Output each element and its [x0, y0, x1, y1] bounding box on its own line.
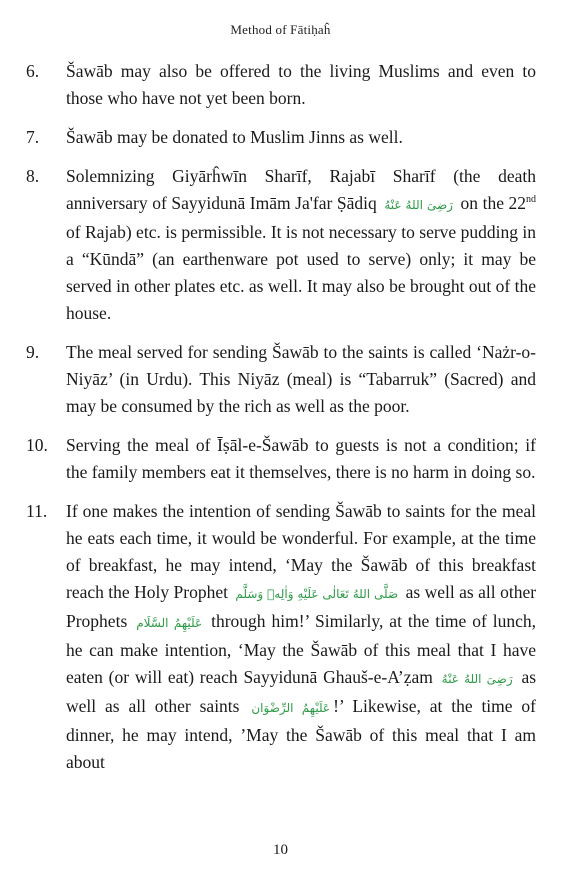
page-number: 10: [273, 842, 288, 858]
running-head: Method of Fātiḥaĥ: [230, 22, 331, 37]
item-text-part: through him!’ Similarly, at the time of lunch, he can make intention, ‘May the Šawāb of this meal that I have eaten (or will eat) reach Sayyidunā Ghauš-e-A’ẓam: [66, 611, 537, 687]
item-text: [66, 163, 536, 327]
item-text: [66, 498, 536, 776]
list-item: [26, 432, 536, 486]
list-item: [26, 58, 536, 112]
item-text: The meal served for sending Šawāb to the saints is called ‘Nażr-o-Niyāz’ (in Urdu). This Niyāz (meal) is “Tabarruk” (Sacred) and may be consumed by the rich as well as the poor.: [66, 342, 536, 416]
item-number: 11.: [26, 501, 48, 521]
list-item: [26, 339, 536, 420]
list-item: [26, 163, 536, 327]
item-text-part: as well as all other Prophets: [66, 582, 537, 631]
arabic-honorific: صَلَّى اللهُ تَعَالٰی عَلَيْهِ وَاٰلِهٖ وَسَلَّم: [235, 587, 399, 601]
item-number: 9.: [26, 342, 40, 362]
item-text-part: !’ Likewise, at the time of dinner, he may intend, ’May the Šawāb of this meal that I am about: [66, 696, 536, 772]
item-text: Serving the meal of Īṣāl-e-Šawāb to guests is not a condition; if the family members eat it themselves, there is no harm in doing so.: [66, 435, 536, 482]
item-text: Šawāb may also be offered to the living Muslims and even to those who have not yet been born.: [66, 61, 536, 108]
ordinal-suffix: nd: [526, 194, 537, 206]
item-text-part: on the 22: [460, 193, 527, 213]
item-text-part: If one makes the intention of sending Šawāb to saints for the meal he eats each time, it would be wonderful. For example, at the time of breakfast, he may intend, ‘May the Šawāb of this breakfast reach the Holy Prophet: [66, 501, 536, 602]
item-number: 10.: [26, 435, 48, 455]
item-text-part: of Rajab) etc. is permissible. It is not necessary to serve pudding in a “Kūndā” (an earthenware pot used to serve) only; it may be served in other plates etc. as well. It may also be brought out of the house.: [66, 222, 536, 323]
item-number: 7.: [26, 127, 40, 147]
list-item: [26, 124, 536, 151]
item-text: Šawāb may be donated to Muslim Jinns as well.: [66, 127, 403, 147]
arabic-honorific: عَلَيْهِمُ الرِّضْوَان: [251, 701, 331, 715]
item-text-part: as well as all other saints: [66, 667, 537, 716]
item-number: 6.: [26, 61, 40, 81]
page-body: [26, 58, 536, 788]
item-number: 8.: [26, 166, 40, 186]
item-text-part: Solemnizing Giyārĥwīn Sharīf, Rajabī Sharīf (the death anniversary of Sayyidunā Imām Ja'far Ṣādiq: [66, 166, 536, 213]
arabic-honorific: عَلَيْهِمُ السَّلَام: [136, 616, 203, 630]
arabic-honorific: رَضِیَ اللهُ عَنْهُ: [441, 672, 513, 686]
list-item: [26, 498, 536, 776]
arabic-honorific: رَضِیَ اللهُ عَنْهُ: [384, 198, 453, 212]
